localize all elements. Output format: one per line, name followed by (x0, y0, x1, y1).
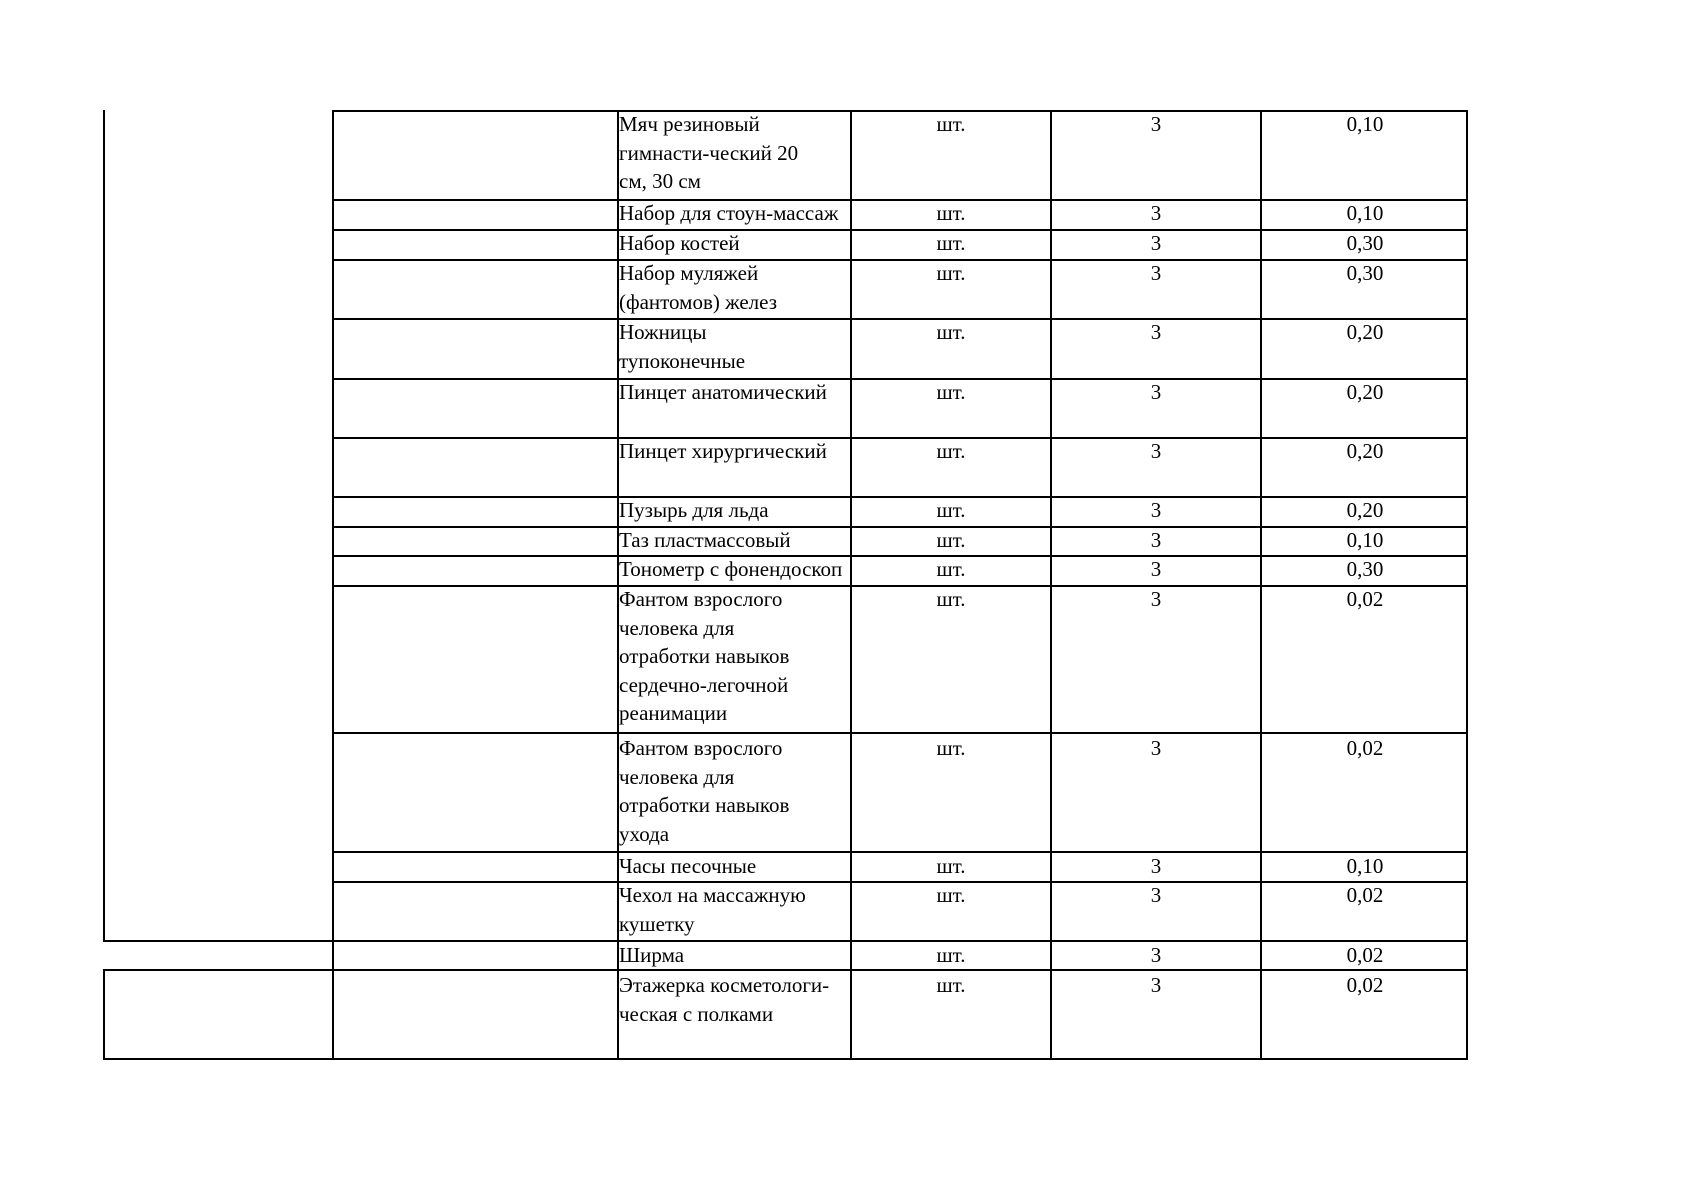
unit-cell: шт. (936, 320, 966, 344)
value-cell: 0,30 (1346, 261, 1384, 285)
item-name-cell: Чехол на массажную кушетку (619, 883, 806, 936)
unit-cell: шт. (936, 943, 966, 967)
value-cell: 0,30 (1346, 557, 1384, 581)
quantity-cell: 3 (1150, 854, 1162, 878)
quantity-cell: 3 (1150, 112, 1162, 136)
table-bottom-rule (103, 1058, 1468, 1060)
value-cell: 0,02 (1346, 883, 1384, 907)
item-name-cell: Тонометр с фонендоскоп (619, 557, 843, 581)
quantity-cell: 3 (1150, 380, 1162, 404)
table-border-left (103, 110, 105, 942)
unit-cell: шт. (936, 736, 966, 760)
item-name-cell: Мяч резиновый гимнасти-ческий 20 см, 30 см (619, 112, 799, 193)
value-cell: 0,02 (1346, 943, 1384, 967)
unit-cell: шт. (936, 201, 966, 225)
item-name-cell: Этажерка косметологи- ческая с полками (619, 973, 830, 1026)
quantity-cell: 3 (1150, 557, 1162, 581)
value-cell: 0,30 (1346, 231, 1384, 255)
quantity-cell: 3 (1150, 883, 1162, 907)
value-cell: 0,02 (1346, 973, 1384, 997)
unit-cell: шт. (936, 261, 966, 285)
item-name-cell: Пузырь для льда (619, 498, 769, 522)
item-name-cell: Пинцет хирургический (619, 439, 827, 463)
unit-cell: шт. (936, 380, 966, 404)
unit-cell: шт. (936, 498, 966, 522)
item-name-cell: Пинцет анатомический (619, 380, 827, 404)
unit-cell: шт. (936, 112, 966, 136)
quantity-cell: 3 (1150, 528, 1162, 552)
unit-cell: шт. (936, 439, 966, 463)
value-cell: 0,20 (1346, 439, 1384, 463)
value-cell: 0,02 (1346, 736, 1384, 760)
quantity-cell: 3 (1150, 320, 1162, 344)
value-cell: 0,10 (1346, 528, 1384, 552)
quantity-cell: 3 (1150, 943, 1162, 967)
value-cell: 0,20 (1346, 320, 1384, 344)
item-name-cell: Набор для стоун-массаж (619, 201, 839, 225)
quantity-cell: 3 (1150, 201, 1162, 225)
item-name-cell: Таз пластмассовый (619, 528, 791, 552)
unit-cell: шт. (936, 231, 966, 255)
quantity-cell: 3 (1150, 261, 1162, 285)
unit-cell: шт. (936, 557, 966, 581)
unit-cell: шт. (936, 883, 966, 907)
item-name-cell: Фантом взрослого человека для отработки навыков ухода (619, 736, 790, 846)
item-name-cell: Фантом взрослого человека для отработки навыков сердечно-легочной реанимации (619, 587, 790, 725)
value-cell: 0,20 (1346, 380, 1384, 404)
item-name-cell: Ширма (619, 943, 685, 967)
unit-cell: шт. (936, 528, 966, 552)
item-name-cell: Набор муляжей (фантомов) желез (619, 261, 778, 314)
unit-cell: шт. (936, 587, 966, 611)
value-cell: 0,02 (1346, 587, 1384, 611)
value-cell: 0,10 (1346, 854, 1384, 878)
quantity-cell: 3 (1150, 736, 1162, 760)
value-cell: 0,10 (1346, 112, 1384, 136)
table-border-left-lower (103, 971, 105, 1060)
unit-cell: шт. (936, 973, 966, 997)
quantity-cell: 3 (1150, 498, 1162, 522)
quantity-cell: 3 (1150, 231, 1162, 255)
item-name-cell: Ножницы тупоконечные (619, 320, 746, 373)
quantity-cell: 3 (1150, 587, 1162, 611)
unit-cell: шт. (936, 854, 966, 878)
quantity-cell: 3 (1150, 439, 1162, 463)
item-name-cell: Часы песочные (619, 854, 757, 878)
item-name-cell: Набор костей (619, 231, 740, 255)
value-cell: 0,20 (1346, 498, 1384, 522)
value-cell: 0,10 (1346, 201, 1384, 225)
quantity-cell: 3 (1150, 973, 1162, 997)
